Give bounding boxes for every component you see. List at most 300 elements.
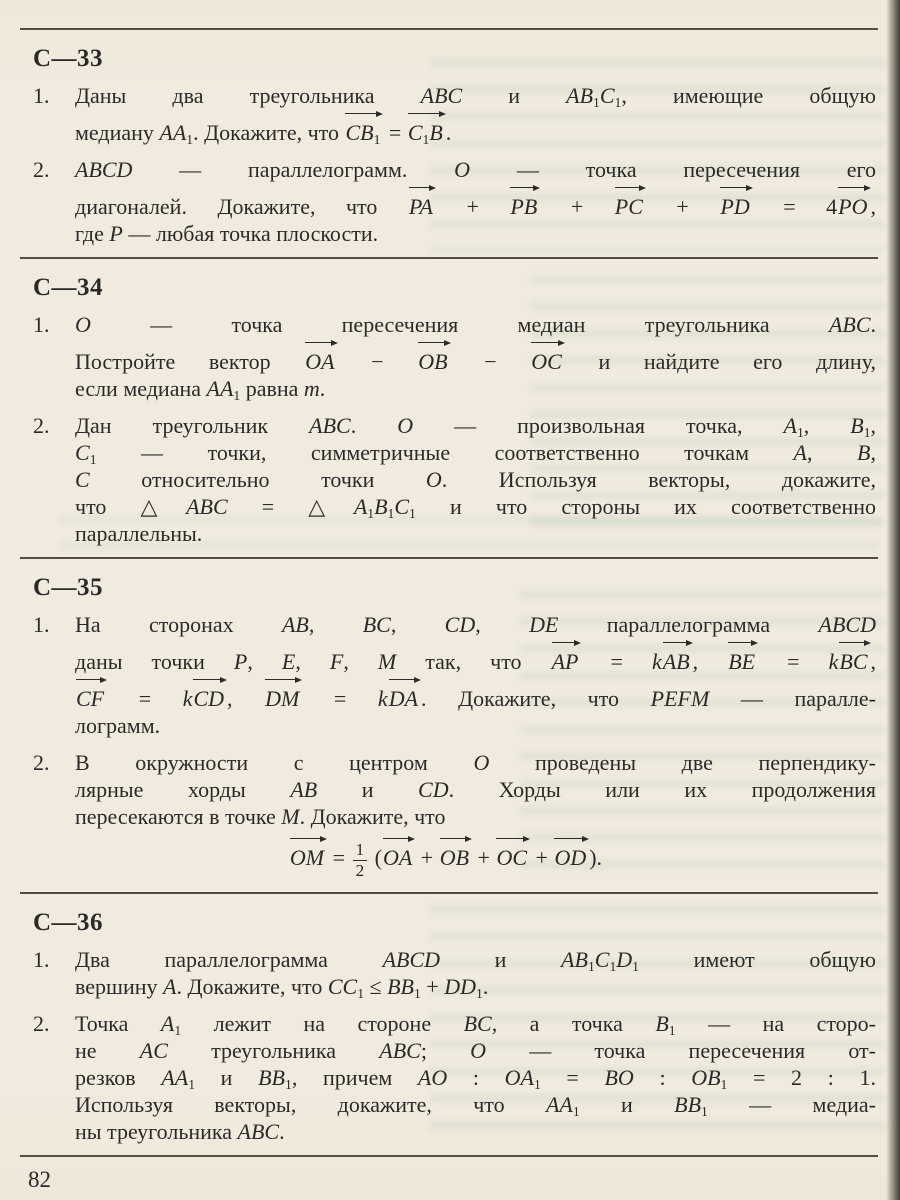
math-variable: BE xyxy=(728,649,756,674)
subscript: 1 xyxy=(413,985,421,1001)
subscript: 1 xyxy=(409,505,416,521)
text-run: и найдите его длину, xyxy=(564,349,877,374)
vector-expression xyxy=(495,834,530,871)
math-variable: BB xyxy=(258,1064,285,1090)
text-run: проведены две перпендику- xyxy=(489,750,876,775)
problem-text xyxy=(75,156,876,247)
text-run: + xyxy=(645,194,720,219)
text-run: — точка пересечения его xyxy=(470,157,877,182)
math-variable: C xyxy=(594,946,610,972)
text-line xyxy=(75,1037,876,1064)
text-line xyxy=(75,611,876,638)
fraction-denominator: 2 xyxy=(355,860,365,880)
text-line xyxy=(75,1064,876,1091)
math-variable: k xyxy=(828,649,839,674)
text-run: , xyxy=(227,686,265,711)
text-run: = 2 : 1. xyxy=(727,1064,876,1090)
text-run: + xyxy=(472,845,496,870)
problem-number: 1. xyxy=(33,612,50,637)
math-variable: CD xyxy=(444,612,476,637)
vector-expression xyxy=(75,675,107,712)
subscript: 1 xyxy=(373,131,381,147)
subscript: 1 xyxy=(593,94,600,110)
subscript: 1 xyxy=(668,1022,676,1038)
text-run: ны треугольника xyxy=(75,1118,238,1144)
math-variable: OD xyxy=(554,845,587,870)
text-run: треугольника xyxy=(167,1037,380,1063)
problem-text xyxy=(75,749,876,882)
math-variable: OB xyxy=(691,1064,721,1090)
text-line xyxy=(75,1010,876,1037)
subscript: 1 xyxy=(174,1022,182,1038)
subscript: 1 xyxy=(285,1076,292,1092)
text-run: , xyxy=(692,649,728,674)
subscript: 1 xyxy=(357,985,365,1001)
math-variable: P xyxy=(109,221,123,246)
text-line xyxy=(75,439,876,466)
math-variable: AB xyxy=(561,946,588,972)
text-line xyxy=(75,712,876,739)
text-run: — точка пересечения от- xyxy=(486,1037,876,1063)
text-line xyxy=(75,311,876,338)
math-variable: P xyxy=(233,649,248,674)
vector-expression xyxy=(727,638,758,675)
text-run: , xyxy=(870,649,876,674)
text-run: + xyxy=(435,194,510,219)
math-variable: DD xyxy=(444,973,476,999)
text-run: . xyxy=(279,1118,285,1144)
text-run: не xyxy=(75,1037,140,1063)
section-divider xyxy=(20,28,878,30)
math-variable: C xyxy=(599,83,615,108)
vector-expression xyxy=(344,109,383,146)
vector-expression xyxy=(439,834,472,871)
problem xyxy=(33,82,876,146)
math-variable: PO xyxy=(838,194,868,219)
text-run: равна xyxy=(240,376,304,401)
math-variable: O xyxy=(473,750,490,775)
subscript: 1 xyxy=(89,451,97,467)
text-run: , xyxy=(343,649,378,674)
subscript: 1 xyxy=(476,985,483,1001)
math-variable: AA xyxy=(545,1091,573,1117)
text-run: = 4 xyxy=(752,194,838,219)
text-run: , xyxy=(308,612,363,637)
text-run: . Используя векторы, докажите, xyxy=(441,467,876,492)
math-variable: D xyxy=(616,946,633,972)
math-variable: ABC xyxy=(379,1037,421,1063)
text-run: + xyxy=(530,845,554,870)
math-variable: O xyxy=(75,312,91,337)
vector-expression xyxy=(719,183,752,220)
text-run: и что стороны их соответственно xyxy=(415,494,877,519)
text-run: , xyxy=(803,413,851,438)
subscript: 1 xyxy=(587,958,595,974)
text-run: где xyxy=(75,221,110,246)
math-variable: E xyxy=(281,649,296,674)
math-variable: A xyxy=(793,440,807,465)
math-variable: OC xyxy=(531,349,562,374)
math-variable: AB xyxy=(290,777,318,802)
text-run: = xyxy=(581,649,652,674)
math-variable: A xyxy=(353,494,368,519)
math-variable: PEFM xyxy=(650,686,710,711)
math-variable: O xyxy=(454,157,471,182)
math-variable: k xyxy=(182,686,193,711)
math-variable: O xyxy=(397,413,414,438)
text-line xyxy=(75,375,876,402)
text-run: — точка пересечения медиан треугольника xyxy=(90,312,829,337)
subscript: 1 xyxy=(632,958,639,974)
text-line xyxy=(75,220,876,247)
text-run: медиану xyxy=(75,120,160,145)
vector-expression xyxy=(388,675,421,712)
subscript: 1 xyxy=(701,1103,708,1119)
fraction xyxy=(353,841,368,880)
text-run: — точки, симметричные соответственно точкам xyxy=(96,440,794,465)
vector-expression xyxy=(289,834,327,871)
text-run: = xyxy=(302,686,378,711)
math-variable: ABCD xyxy=(818,612,876,637)
text-line xyxy=(75,156,876,183)
text-run: = xyxy=(540,1064,605,1090)
vector-expression xyxy=(551,638,582,675)
math-variable: ABC xyxy=(828,312,871,337)
math-variable: A xyxy=(163,973,177,999)
text-run: даны точки xyxy=(75,649,234,674)
page-footer xyxy=(28,1167,900,1193)
text-line xyxy=(75,183,876,220)
fraction-numerator: 1 xyxy=(353,841,368,861)
text-run: . xyxy=(482,973,489,999)
text-run: лежит на стороне xyxy=(181,1010,464,1036)
vector-expression xyxy=(838,638,870,675)
math-variable: A xyxy=(160,1010,175,1036)
subscript: 1 xyxy=(188,1076,196,1092)
text-run: — паралле- xyxy=(709,686,877,711)
problem-text xyxy=(75,311,876,402)
subscript: 1 xyxy=(422,131,430,147)
text-run: что △ xyxy=(75,494,187,519)
text-run: = xyxy=(107,686,183,711)
vector-expression xyxy=(304,338,337,375)
text-run: , xyxy=(295,649,330,674)
problem-number: 2. xyxy=(33,750,50,775)
page-number: 82 xyxy=(28,1166,51,1192)
subscript: 1 xyxy=(233,387,241,403)
math-variable: O xyxy=(425,467,442,492)
text-run: и xyxy=(579,1091,675,1117)
math-variable: BO xyxy=(604,1064,634,1090)
text-run: , имеющие общую xyxy=(621,83,876,108)
subscript: 1 xyxy=(796,424,804,440)
text-run: В окружности с центром xyxy=(75,750,474,775)
text-run: . Докажите, что xyxy=(193,120,345,145)
text-line xyxy=(75,776,876,803)
vector-expression xyxy=(553,834,589,871)
text-run: — произвольная точка, xyxy=(413,413,784,438)
vector-expression xyxy=(530,338,565,375)
text-run: параллельны. xyxy=(75,521,203,546)
text-run: и xyxy=(440,946,562,972)
subscript: 1 xyxy=(720,1076,728,1092)
text-run: . xyxy=(445,120,452,145)
math-variable: M xyxy=(377,649,397,674)
text-run: ; xyxy=(420,1037,471,1063)
math-variable: PA xyxy=(408,194,433,219)
problem-text xyxy=(75,412,876,547)
text-run: , причем xyxy=(291,1064,418,1090)
text-run: ). xyxy=(589,845,603,870)
math-variable: C xyxy=(75,467,90,492)
text-run: лярные хорды xyxy=(75,777,291,802)
problem xyxy=(33,311,876,402)
text-run: , xyxy=(807,440,858,465)
text-run: ≤ xyxy=(364,973,388,999)
math-variable: OC xyxy=(496,845,528,870)
math-variable: CF xyxy=(76,686,105,711)
math-variable: B xyxy=(374,494,388,519)
subscript: 1 xyxy=(614,94,622,110)
text-line xyxy=(75,493,876,520)
vector-expression xyxy=(614,183,646,220)
text-run: параллелограмма xyxy=(558,612,819,637)
text-run: ( xyxy=(369,845,382,870)
math-variable: k xyxy=(377,686,388,711)
section-heading: С—35 xyxy=(33,574,104,601)
text-line xyxy=(75,675,876,712)
text-run: — медиа- xyxy=(707,1091,876,1117)
subscript: 1 xyxy=(186,131,194,147)
math-variable: BC xyxy=(362,612,391,637)
section-divider xyxy=(20,257,878,259)
text-line xyxy=(75,1118,876,1145)
math-variable: B xyxy=(429,120,443,145)
vector-expression xyxy=(408,183,436,220)
problem-number: 1. xyxy=(33,946,50,972)
text-run: . Докажите, что xyxy=(176,973,328,999)
text-run: диагоналей. Докажите, что xyxy=(75,194,408,219)
text-run: Даны два треугольника xyxy=(75,83,421,108)
problem-text xyxy=(75,82,876,146)
math-variable: BB xyxy=(674,1091,702,1117)
math-variable: DM xyxy=(265,686,300,711)
math-variable: AA xyxy=(159,120,187,145)
math-variable: BC xyxy=(839,649,868,674)
vector-expression xyxy=(382,834,415,871)
math-variable: C xyxy=(394,494,410,519)
problem xyxy=(33,1010,876,1145)
text-line xyxy=(75,973,876,1000)
subscript: 1 xyxy=(387,505,395,521)
math-variable: ABC xyxy=(420,83,463,108)
math-variable: OB xyxy=(418,349,448,374)
vector-expression xyxy=(407,109,446,146)
text-line xyxy=(75,109,876,146)
vector-expression xyxy=(662,638,693,675)
math-variable: DE xyxy=(529,612,559,637)
text-run: . xyxy=(350,413,398,438)
text-run: , xyxy=(870,413,877,438)
text-run: , xyxy=(475,612,530,637)
text-run: . Докажите, что xyxy=(299,804,446,829)
text-line xyxy=(75,82,876,109)
text-run: лограмм. xyxy=(75,713,161,738)
problem-number: 1. xyxy=(33,312,50,337)
text-run: + xyxy=(420,973,445,999)
math-variable: BC xyxy=(463,1010,492,1036)
text-line xyxy=(75,466,876,493)
text-run: резков xyxy=(75,1064,162,1090)
text-run: , а точка xyxy=(491,1010,656,1036)
text-line xyxy=(75,749,876,776)
text-run: : xyxy=(633,1064,692,1090)
text-run: + xyxy=(415,845,439,870)
math-variable: OA xyxy=(305,349,335,374)
text-run: − xyxy=(337,349,418,374)
text-run: Используя векторы, докажите, что xyxy=(75,1091,546,1117)
section-heading: С—34 xyxy=(33,274,104,301)
text-run: и xyxy=(317,777,419,802)
text-run: имеют общую xyxy=(638,946,876,972)
text-run: , xyxy=(870,194,876,219)
text-run: . Докажите, что xyxy=(421,686,651,711)
math-variable: k xyxy=(652,649,662,674)
math-variable: CB xyxy=(345,120,374,145)
text-run: и xyxy=(462,83,567,108)
math-variable: PC xyxy=(614,194,643,219)
text-run: — на сторо- xyxy=(675,1010,876,1036)
math-variable: BB xyxy=(387,973,414,999)
section-heading: С—36 xyxy=(33,908,104,936)
section-heading: С—33 xyxy=(33,45,104,72)
text-run: если медиана xyxy=(75,376,207,401)
math-variable: F xyxy=(329,649,344,674)
text-run: + xyxy=(540,194,614,219)
math-variable: AB xyxy=(662,649,690,674)
subscript: 1 xyxy=(572,1103,580,1119)
text-run: . Хорды или их продолжения xyxy=(448,777,876,802)
text-line xyxy=(75,1091,876,1118)
text-run: : xyxy=(447,1064,505,1090)
math-variable: AA xyxy=(161,1064,189,1090)
subscript: 1 xyxy=(863,424,871,440)
text-run: , xyxy=(870,440,876,465)
problem-number: 2. xyxy=(33,157,50,182)
text-run: . xyxy=(319,376,326,401)
text-run: Постройте вектор xyxy=(75,349,305,374)
text-run: — любая точка плоскости. xyxy=(122,221,379,246)
text-run: Два параллелограмма xyxy=(75,946,383,972)
text-line xyxy=(75,412,876,439)
text-line xyxy=(75,946,876,973)
problem-text xyxy=(75,1010,876,1145)
text-line xyxy=(75,338,876,375)
text-run: = xyxy=(327,845,351,870)
math-variable: AB xyxy=(566,83,594,108)
problem xyxy=(33,749,876,882)
vector-expression xyxy=(264,675,302,712)
text-run: — параллелограмм. xyxy=(132,157,455,182)
vector-expression xyxy=(509,183,540,220)
problem-number: 2. xyxy=(33,1010,50,1036)
text-line xyxy=(75,520,876,547)
math-variable: OM xyxy=(289,845,325,870)
problem xyxy=(33,946,876,1000)
text-run: . xyxy=(870,312,876,337)
problem xyxy=(33,412,876,547)
math-variable: OA xyxy=(382,845,413,870)
math-variable: AA xyxy=(206,376,234,401)
math-variable: AP xyxy=(551,649,579,674)
text-run: − xyxy=(450,349,531,374)
section-divider xyxy=(20,557,878,559)
math-variable: OB xyxy=(439,845,470,870)
math-variable: CD xyxy=(193,686,225,711)
math-variable: OA xyxy=(504,1064,534,1090)
math-variable: m xyxy=(303,376,320,401)
math-variable: ABCD xyxy=(382,946,441,972)
math-variable: A xyxy=(783,413,797,438)
text-run: Точка xyxy=(75,1010,161,1036)
math-variable: C xyxy=(407,120,423,145)
math-variable: CC xyxy=(327,973,358,999)
math-variable: B xyxy=(655,1010,669,1036)
vector-expression xyxy=(192,675,227,712)
section-divider xyxy=(20,892,878,894)
math-variable: AO xyxy=(417,1064,448,1090)
subscript: 1 xyxy=(533,1076,541,1092)
text-run: , xyxy=(247,649,282,674)
text-run: и xyxy=(195,1064,259,1090)
text-line xyxy=(75,803,876,830)
section-divider xyxy=(20,1155,878,1157)
text-run: = △ xyxy=(227,494,354,519)
math-variable: AC xyxy=(139,1037,168,1063)
math-variable: DA xyxy=(388,686,419,711)
problem-text xyxy=(75,611,876,739)
problem-number: 2. xyxy=(33,413,50,438)
text-line xyxy=(75,830,876,882)
text-run: относительно точки xyxy=(89,467,426,492)
math-variable: C xyxy=(75,440,90,465)
math-variable: PB xyxy=(510,194,538,219)
text-run: вершину xyxy=(75,973,164,999)
math-variable: ABC xyxy=(309,413,351,438)
vector-expression xyxy=(417,338,450,375)
math-variable: O xyxy=(470,1037,487,1063)
math-variable: M xyxy=(281,804,300,829)
text-line xyxy=(75,638,876,675)
math-variable: ABC xyxy=(186,494,228,519)
math-variable: PD xyxy=(720,194,750,219)
problem xyxy=(33,611,876,739)
subscript: 1 xyxy=(367,505,375,521)
text-run: , xyxy=(390,612,445,637)
problem-text xyxy=(75,946,876,1000)
problem xyxy=(33,156,876,247)
text-run: так, что xyxy=(396,649,551,674)
subscript: 1 xyxy=(609,958,617,974)
text-run: Дан треугольник xyxy=(75,413,310,438)
problem-number: 1. xyxy=(33,83,50,108)
math-variable: AB xyxy=(281,612,309,637)
text-run: = xyxy=(758,649,829,674)
vector-expression xyxy=(837,183,870,220)
math-variable: ABC xyxy=(237,1118,280,1144)
text-run: На сторонах xyxy=(75,612,282,637)
text-run: пересекаются в точке xyxy=(75,804,282,829)
